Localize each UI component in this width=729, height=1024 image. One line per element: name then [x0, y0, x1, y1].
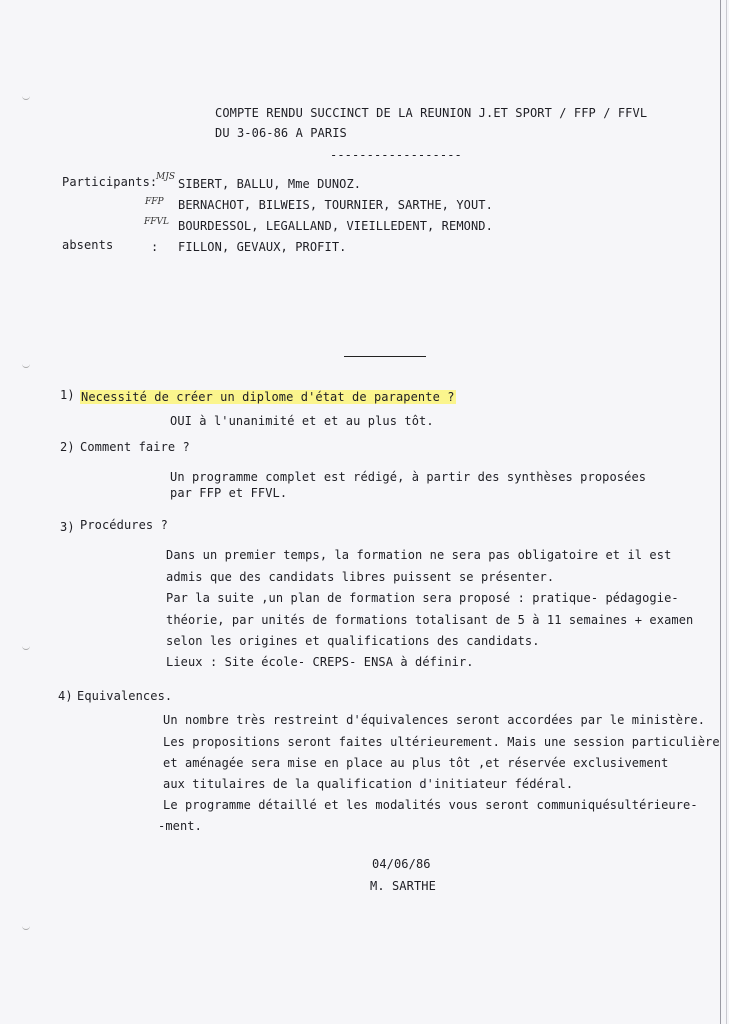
- participants-mjs: SIBERT, BALLU, Mme DUNOZ.: [178, 177, 362, 191]
- section-1-heading: [80, 390, 456, 404]
- margin-mark: [22, 926, 30, 930]
- section-1-line: OUI à l'unanimité et et au plus tôt.: [170, 414, 434, 428]
- section-separator: [344, 356, 426, 357]
- org-handwritten-mjs: MJS: [156, 172, 175, 182]
- section-2-number: 2): [60, 440, 75, 454]
- section-3-line: Lieux : Site école- CREPS- ENSA à définir.: [166, 655, 474, 669]
- paper-edge-outer: [726, 0, 727, 1024]
- section-4-number: 4): [58, 689, 73, 703]
- highlighted-text: Necessité de créer un diplome d'état de parapente ?: [81, 390, 455, 404]
- section-4-line: aux titulaires de la qualification d'initiateur fédéral.: [163, 777, 574, 791]
- section-2-line: par FFP et FFVL.: [170, 486, 288, 500]
- section-1-number: 1): [60, 388, 75, 402]
- section-4-heading: Equivalences.: [77, 689, 173, 703]
- section-2-line: Un programme complet est rédigé, à partir des synthèses proposées: [170, 470, 647, 484]
- absents-label: absents: [62, 238, 114, 252]
- absents-colon: :: [151, 240, 159, 254]
- section-4-line: Un nombre très restreint d'équivalences seront accordées par le ministère.: [163, 713, 706, 727]
- report-date-place: DU 3-06-86 A PARIS: [215, 126, 347, 140]
- absents-names: FILLON, GEVAUX, PROFIT.: [178, 240, 347, 254]
- section-4-line: et aménagée sera mise en place au plus tôt ,et réservée exclusivement: [163, 756, 669, 770]
- section-4-line: -ment.: [158, 819, 202, 833]
- margin-mark: [22, 364, 30, 368]
- section-3-number: 3): [60, 520, 75, 534]
- title-underline: ------------------: [330, 148, 462, 162]
- signature-name: M. SARTHE: [370, 879, 436, 893]
- section-3-line: admis que des candidats libres puissent se présenter.: [166, 570, 555, 584]
- org-handwritten-ffp: FFP: [145, 197, 164, 207]
- section-3-line: théorie, par unités de formations totalisant de 5 à 11 semaines + examen: [166, 613, 694, 627]
- margin-mark: [22, 96, 30, 100]
- signature-date: 04/06/86: [372, 857, 431, 871]
- paper-edge: [720, 0, 721, 1024]
- section-3-line: Par la suite ,un plan de formation sera proposé : pratique- pédagogie-: [166, 591, 679, 605]
- section-4-line: Le programme détaillé et les modalités vous seront communiquésultérieure-: [163, 798, 698, 812]
- participants-ffvl: BOURDESSOL, LEGALLAND, VIEILLEDENT, REMOND.: [178, 219, 493, 233]
- org-handwritten-ffvl: FFVL: [144, 217, 169, 227]
- participants-ffp: BERNACHOT, BILWEIS, TOURNIER, SARTHE, YOUT.: [178, 198, 493, 212]
- section-2-heading: Comment faire ?: [80, 440, 190, 454]
- section-3-line: selon les origines et qualifications des candidats.: [166, 634, 540, 648]
- margin-mark: [22, 646, 30, 650]
- section-3-line: Dans un premier temps, la formation ne sera pas obligatoire et il est: [166, 548, 672, 562]
- section-3-heading: Procédures ?: [80, 518, 168, 532]
- participants-label: Participants:: [62, 175, 158, 189]
- section-4-line: Les propositions seront faites ultérieurement. Mais une session particulière: [163, 735, 720, 749]
- report-title: COMPTE RENDU SUCCINCT DE LA REUNION J.ET SPORT / FFP / FFVL: [215, 106, 648, 120]
